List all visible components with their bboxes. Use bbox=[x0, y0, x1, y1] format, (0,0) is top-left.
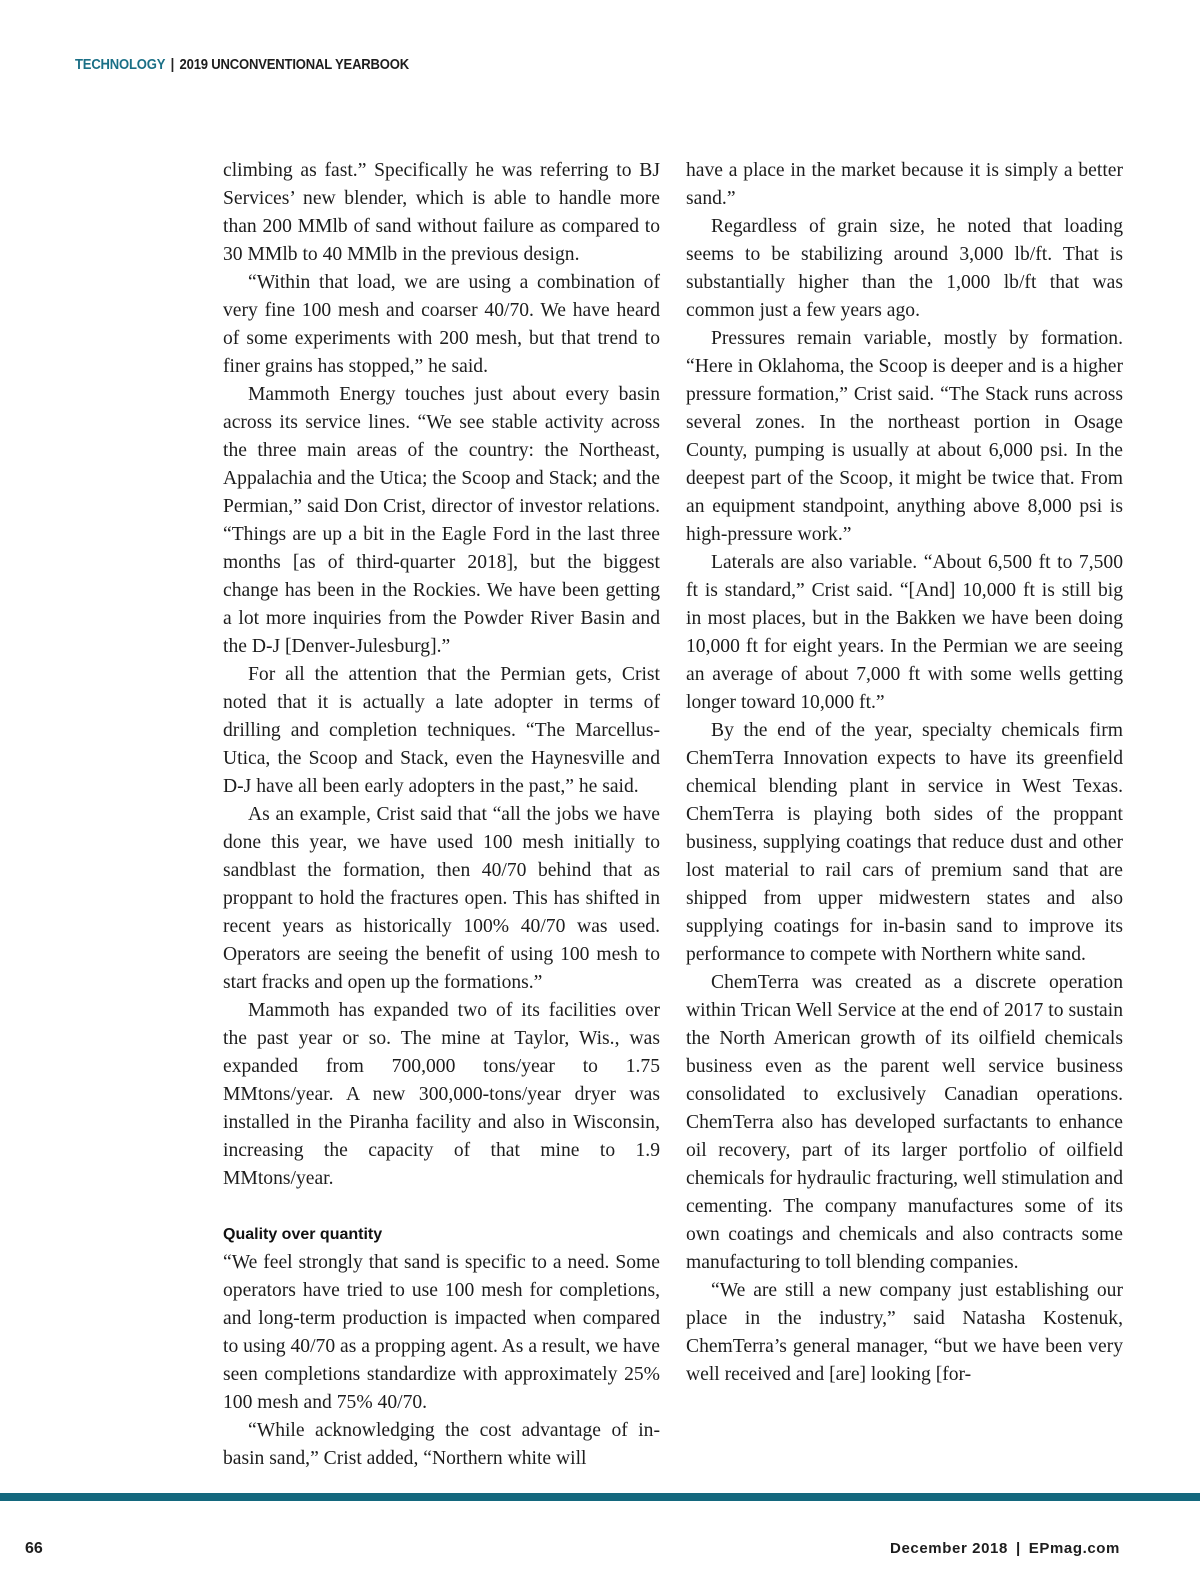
running-header bbox=[75, 57, 409, 73]
footer-info bbox=[890, 1540, 1120, 1557]
paragraph: climbing as fast.” Specifically he was referring to BJ Services’ new blender, which is able to handle more than 200 MMlb of sand without failure as compared to 30 MMlb to 40 MMlb in the previous design. bbox=[223, 160, 660, 265]
paragraph: “We feel strongly that sand is specific to a need. Some operators have tried to use 100 mesh for completions, and long-term production is impacted when compared to using 40/70 as a propping agent. As a result, we have seen completions standardize with approximately 25% 100 mesh and 75% 40/70. bbox=[223, 1252, 660, 1413]
paragraph: Regardless of grain size, he noted that loading seems to be stabilizing around 3,000 lb/ft. That is substantially higher than the 1,000 lb/ft that was common just a few years ago. bbox=[686, 216, 1123, 321]
paragraph: Mammoth has expanded two of its facilities over the past year or so. The mine at Taylor, Wis., was expanded from 700,000 tons/year to 1.75 MMtons/year. A new 300,000-tons/year dryer was installed in the Piranha facility and also in Wisconsin, increasing the capacity of that mine to 1.9 MMtons/year. bbox=[223, 1000, 660, 1189]
paragraph: have a place in the market because it is simply a better sand.” bbox=[686, 160, 1123, 209]
website-link[interactable]: EPmag.com bbox=[1028, 1540, 1120, 1557]
section-label: TECHNOLOGY bbox=[75, 57, 166, 73]
footer-separator: | bbox=[1015, 1540, 1021, 1557]
paragraph: ChemTerra was created as a discrete operation within Trican Well Service at the end of 2017 to sustain the North American growth of its oilfield chemicals business even as the parent well service business consolidated to exclusively Canadian operations. ChemTerra also has developed surfactants to enhance oil recovery, part of its larger portfolio of oilfield chemicals for hydraulic fracturing, well stimulation and cementing. The company manufactures some of its own coatings and chemicals and also contracts some manufacturing to toll blending companies. bbox=[686, 972, 1123, 1273]
paragraph: “While acknowledging the cost advantage of in-basin sand,” Crist added, “Northern white will bbox=[223, 1420, 660, 1469]
issue-date: December 2018 bbox=[890, 1540, 1008, 1557]
paragraph: By the end of the year, specialty chemicals firm ChemTerra Innovation expects to have its greenfield chemical blending plant in service in West Texas. ChemTerra is playing both sides of the proppant business, supplying coatings that reduce dust and other lost material to rail cars of premium sand that are shipped from upper midwestern states and also supplying coatings for in-basin sand to improve its performance to compete with Northern white sand. bbox=[686, 720, 1123, 965]
paragraph: As an example, Crist said that “all the jobs we have done this year, we have used 100 mesh initially to sandblast the formation, then 40/70 behind that as proppant to hold the fractures open. This has shifted in recent years as historically 100% 40/70 was used. Operators are seeing the benefit of using 100 mesh to start fracks and open up the formations.” bbox=[223, 804, 660, 993]
paragraph: Mammoth Energy touches just about every basin across its service lines. “We see stable activity across the three main areas of the country: the Northeast, Appalachia and the Utica; the Scoop and Stack; and the Permian,” said Don Crist, director of investor relations. “Things are up a bit in the Eagle Ford in the last three months [as of third-quarter 2018], but the biggest change has been in the Rockies. We have been getting a lot more inquiries from the Powder River Basin and the D-J [Denver-Julesburg].” bbox=[223, 384, 660, 657]
footer-rule bbox=[0, 1493, 1200, 1501]
subhead: Quality over quantity bbox=[223, 1226, 383, 1243]
page-number: 66 bbox=[25, 1540, 43, 1557]
paragraph: “We are still a new company just establishing our place in the industry,” said Natasha Kostenuk, ChemTerra’s general manager, “but we have been very well received and [are] looking [for- bbox=[686, 1280, 1123, 1385]
publication-title: 2019 UNCONVENTIONAL YEARBOOK bbox=[179, 57, 409, 73]
left-column bbox=[223, 157, 660, 1473]
paragraph: Pressures remain variable, mostly by formation. “Here in Oklahoma, the Scoop is deeper and is a higher pressure formation,” Crist said. “The Stack runs across several zones. In the northeast portion in Osage County, pumping is usually at about 6,000 psi. In the deepest part of the Scoop, it might be twice that. From an equipment standpoint, anything above 8,000 psi is high-pressure work.” bbox=[686, 328, 1123, 545]
header-separator: | bbox=[170, 57, 175, 73]
paragraph: Laterals are also variable. “About 6,500 ft to 7,500 ft is standard,” Crist said. “[And] 10,000 ft is still big in most places, but in the Bakken we have been doing 10,000 ft for eight years. In the Permian we are seeing an average of about 7,000 ft with some wells getting longer toward 10,000 ft.” bbox=[686, 552, 1123, 713]
right-column bbox=[686, 157, 1123, 1389]
paragraph: For all the attention that the Permian gets, Crist noted that it is actually a late adopter in terms of drilling and completion techniques. “The Marcellus-Utica, the Scoop and Stack, even the Haynesville and D-J have all been early adopters in the past,” he said. bbox=[223, 664, 660, 797]
paragraph: “Within that load, we are using a combination of very fine 100 mesh and coarser 40/70. We have heard of some experiments with 200 mesh, but that trend to finer grains has stopped,” he said. bbox=[223, 272, 660, 377]
